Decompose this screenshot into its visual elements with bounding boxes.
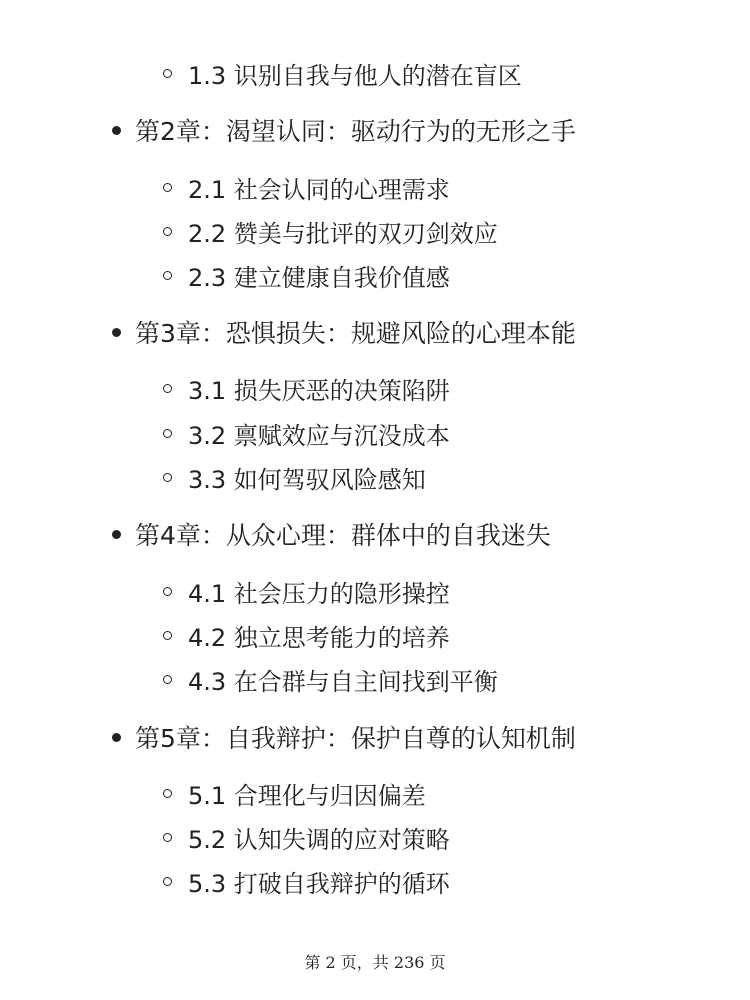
toc-chapter-item[interactable] xyxy=(112,314,576,350)
toc-section-label: 4.3 在合群与自主间找到平衡 xyxy=(188,668,498,696)
toc-section-item[interactable] xyxy=(163,776,426,811)
hollow-bullet-icon xyxy=(163,587,172,596)
toc-chapter-title: 第4章：从众心理：群体中的自我迷失 xyxy=(135,521,551,550)
hollow-bullet-icon xyxy=(163,675,172,684)
page-footer xyxy=(0,950,750,973)
toc-section-label: 3.2 禀赋效应与沉没成本 xyxy=(188,422,450,450)
toc-section-item[interactable] xyxy=(163,618,450,653)
hollow-bullet-icon xyxy=(163,877,172,886)
toc-section-label: 2.2 赞美与批评的双刃剑效应 xyxy=(188,220,498,248)
hollow-bullet-icon xyxy=(163,631,172,640)
toc-chapter-title: 第2章：渴望认同：驱动行为的无形之手 xyxy=(135,117,576,146)
toc-section-item[interactable] xyxy=(163,574,450,609)
toc-chapter-item[interactable] xyxy=(112,516,551,552)
hollow-bullet-icon xyxy=(163,69,172,78)
hollow-bullet-icon xyxy=(163,833,172,842)
hollow-bullet-icon xyxy=(163,227,172,236)
bullet-icon xyxy=(112,126,121,135)
toc-chapter-item[interactable] xyxy=(112,112,576,148)
toc-chapter-item[interactable] xyxy=(112,719,576,755)
bullet-icon xyxy=(112,530,121,539)
toc-section-item[interactable] xyxy=(163,416,450,451)
toc-section-item[interactable] xyxy=(163,170,450,205)
hollow-bullet-icon xyxy=(163,429,172,438)
toc-section-label: 2.1 社会认同的心理需求 xyxy=(188,176,450,204)
toc-section-item[interactable] xyxy=(163,864,450,899)
toc-section-item[interactable] xyxy=(163,214,498,249)
bullet-icon xyxy=(112,328,121,337)
toc-chapter-title: 第5章：自我辩护：保护自尊的认知机制 xyxy=(135,724,576,753)
toc-section-label: 3.1 损失厌恶的决策陷阱 xyxy=(188,377,450,405)
hollow-bullet-icon xyxy=(163,384,172,393)
toc-section-label: 2.3 建立健康自我价值感 xyxy=(188,264,450,292)
toc-section-label: 5.1 合理化与归因偏差 xyxy=(188,782,426,810)
toc-section-label: 1.3 识别自我与他人的潜在盲区 xyxy=(188,62,522,90)
toc-section-label: 4.1 社会压力的隐形操控 xyxy=(188,580,450,608)
page-number-label: 第 2 页，共 236 页 xyxy=(304,953,446,972)
toc-section-label: 4.2 独立思考能力的培养 xyxy=(188,624,450,652)
hollow-bullet-icon xyxy=(163,183,172,192)
toc-section-item[interactable] xyxy=(163,662,498,697)
bullet-icon xyxy=(112,733,121,742)
toc-chapter-title: 第3章：恐惧损失：规避风险的心理本能 xyxy=(135,319,576,348)
toc-section-item[interactable] xyxy=(163,460,426,495)
hollow-bullet-icon xyxy=(163,789,172,798)
toc-section-label: 5.2 认知失调的应对策略 xyxy=(188,826,450,854)
toc-section-item[interactable] xyxy=(163,371,450,406)
toc-section-label: 5.3 打破自我辩护的循环 xyxy=(188,870,450,898)
toc-section-item[interactable] xyxy=(163,258,450,293)
hollow-bullet-icon xyxy=(163,271,172,280)
toc-section-item[interactable] xyxy=(163,820,450,855)
toc-section-item[interactable] xyxy=(163,56,522,91)
hollow-bullet-icon xyxy=(163,473,172,482)
toc-section-label: 3.3 如何驾驭风险感知 xyxy=(188,466,426,494)
